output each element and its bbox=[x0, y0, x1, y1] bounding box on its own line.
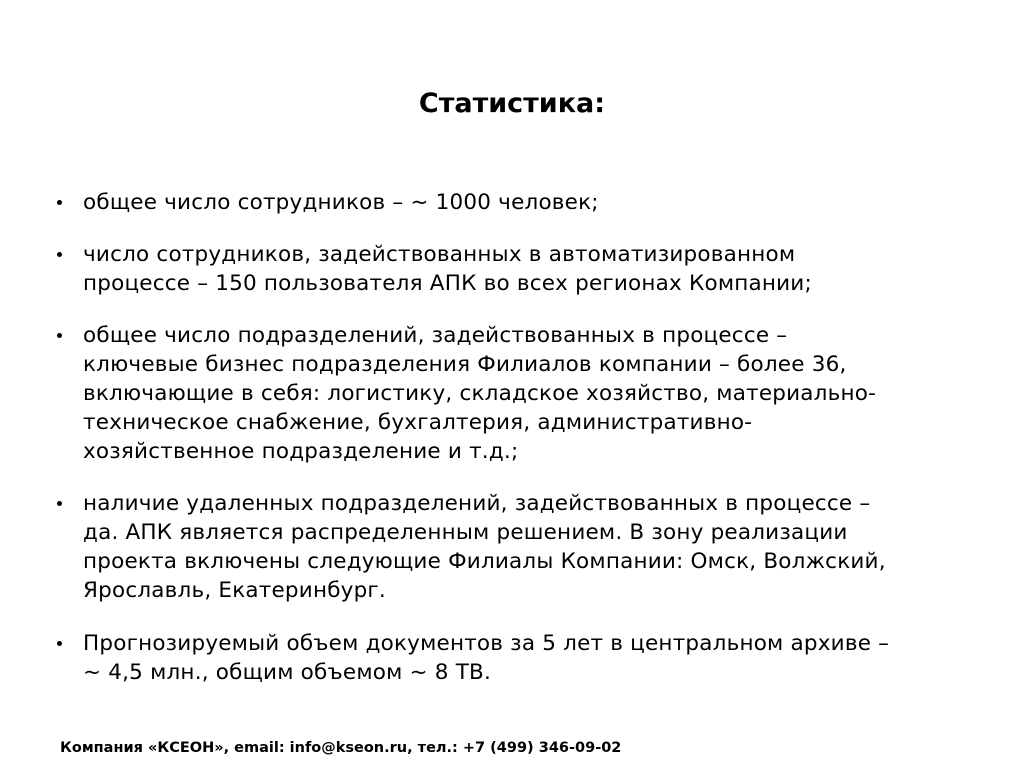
bullet-icon bbox=[57, 252, 62, 257]
footer-contact: Компания «КСЕОН», email: info@kseon.ru, тел.: +7 (499) 346-09-02 bbox=[60, 740, 622, 756]
list-item-text: общее число подразделений, задействованных в процессе – ключевые бизнес подразделения Филиалов компании – более 36, включающие в себя: логистику, складское хозяйство, материально- техническое снабжение, бухгалтерия, административно- хозяйственное подразделение и т.д.; bbox=[83, 323, 877, 464]
list-item-text: число сотрудников, задействованных в автоматизированном процессе – 150 пользователя АПК во всех регионах Компании; bbox=[83, 242, 812, 296]
list-item bbox=[83, 240, 963, 298]
slide-title: Статистика: bbox=[418, 88, 606, 119]
list-item bbox=[83, 489, 963, 605]
bullet-icon bbox=[57, 200, 62, 205]
list-item bbox=[83, 188, 963, 217]
list-item-text: общее число сотрудников – ~ 1000 человек; bbox=[83, 190, 599, 215]
bullet-icon bbox=[57, 641, 62, 646]
bullet-icon bbox=[57, 333, 62, 338]
list-item-text: Прогнозируемый объем документов за 5 лет в центральном архиве – ~ 4,5 млн., общим объемом ~ 8 ТВ. bbox=[83, 631, 890, 685]
list-item bbox=[83, 321, 963, 466]
list-item bbox=[83, 629, 963, 687]
list-item-text: наличие удаленных подразделений, задействованных в процессе – да. АПК является распределенным решением. В зону реализации проекта включены следующие Филиалы Компании: Омск, Волжский, Ярославль, Екатеринбург. bbox=[83, 491, 886, 603]
bullet-icon bbox=[57, 501, 62, 506]
